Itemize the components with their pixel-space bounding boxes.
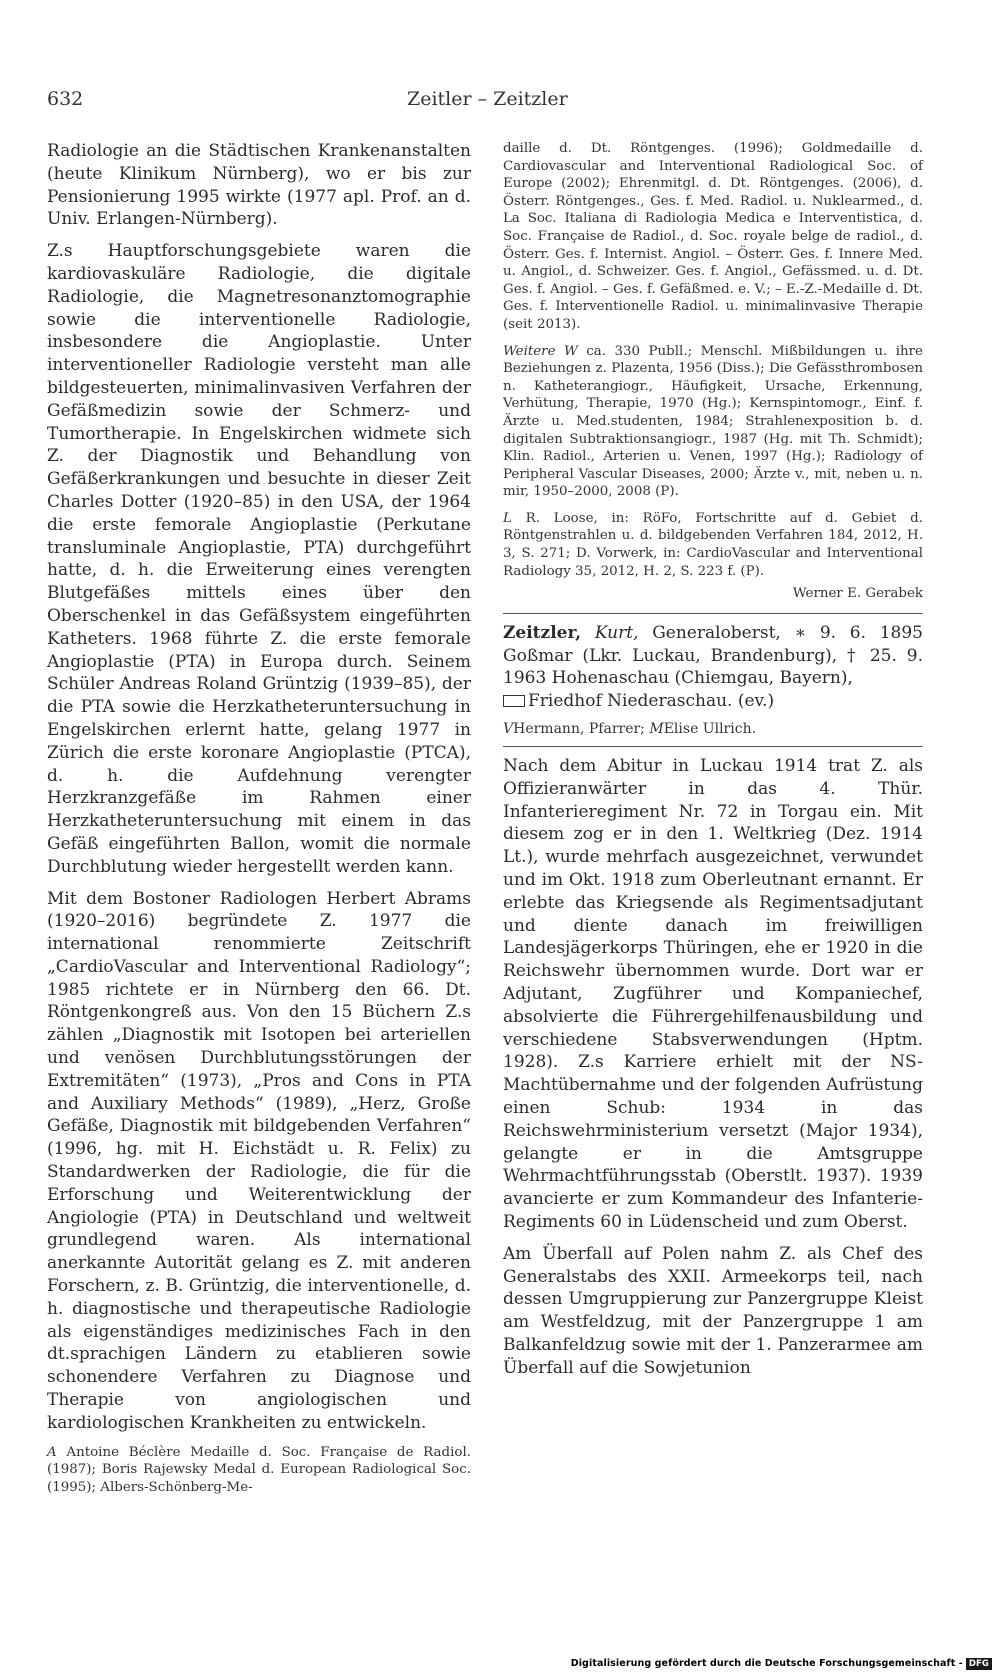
footer-text: Digitalisierung gefördert durch die Deutsche Forschungsgemeinschaft -: [570, 1658, 963, 1669]
parents-divider: [503, 746, 923, 747]
literature-label: L: [503, 510, 512, 526]
running-head: [47, 88, 923, 116]
entry-heading: [503, 622, 923, 713]
paragraph: Am Überfall auf Polen nahm Z. als Chef des Generalstabs des XXII. Armeekorps teil, nach dessen Umgruppierung zur Panzergruppe Kleist am Westfeldzug, mit der Panzergruppe 1 am Balkanfeldzug sowie mit der 1. Panzerarmee am Überfall auf die Sowjetunion: [503, 1243, 923, 1378]
paragraph: Radiologie an die Städtischen Krankenanstalten (heute Klinikum Nürnberg), wo er bis zur Pensionierung 1995 wirkte (1977 apl. Prof. an d. Univ. Erlangen-Nürnberg).: [47, 141, 471, 230]
works-section: [503, 343, 923, 501]
mother-label: M: [649, 721, 664, 738]
entry-divider: [503, 613, 923, 614]
literature-text: R. Loose, in: RöFo, Fortschritte auf d. Gebiet d. Röntgenstrahlen u. d. bildgebenden Verfahren 184, 2012, H. 3, S. 271; D. Vorwerk, in: CardioVascular and Interventional Radiology 35, 2012, H. 2, S. 223 f. (P).: [503, 510, 923, 579]
entry-dates: Generaloberst, ∗ 9. 6. 1895 Goßmar (Lkr. Luckau, Brandenburg), † 25. 9. 1963 Hohenaschau (Chiemgau, Bayern),: [503, 622, 923, 689]
awards-section: [47, 1444, 471, 1497]
paragraph: Mit dem Bostoner Radiologen Herbert Abrams (1920–2016) begründete Z. 1977 die international renommierte Zeitschrift „CardioVascular and Interventional Radiology“; 1985 richtete er in Nürnberg den 66. Dt. Röntgenkongreß aus. Von den 15 Büchern Z.s zählen „Diagnostik mit Isotopen bei arteriellen und venösen Durchblutungsstörungen der Extremitäten“ (1973), „Pros and Cons in PTA and Auxiliary Methods“ (1989), „Herz, Große Gefäße, Diagnostik mit bildgebenden Verfahren“ (1996, hg. mit H. Eichstädt u. R. Felix) zu Standardwerken der Radiologie, die für die Erforschung und Weiterentwicklung der Angiologie (PTA) in Deutschland und weltweit grundlegend waren. Als international anerkannte Autorität gelang es Z. mit anderen Forschern, z. B. Grüntzig, die interventionelle, d. h. diagnostische und therapeutische Radiologie als eigenständiges medizinisches Fach in den dt.sprachigen Ländern zu etablieren sowie schonendere Verfahren zu Diagnose und Therapie von angiologischen und kardiologischen Krankheiten zu entwickeln.: [47, 888, 471, 1433]
works-text: ca. 330 Publl.; Menschl. Mißbildungen u. ihre Beziehungen z. Plazenta, 1956 (Diss.); Die Gefässthrombosen n. Katheterangiogr., Häufigkeit, Ursache, Erkennung, Verhütung, Therapie, 1970 (Hg.); Kernspintomogr., Einf. f. Ärzte u. Med.studenten, 1984; Strahlenexposition b. d. digitalen Subtraktionsangiogr., 1987 (Hg. mit Th. Schmidt); Klin. Radiol., Arterien u. Venen, 1997 (Hg.); Radiology of Peripheral Vascular Diseases, 2000; Ärzte v., mit, neben u. n. mir, 1950–2000, 2008 (P).: [503, 343, 923, 500]
dfg-logo: DFG: [966, 1658, 992, 1670]
right-column: [503, 140, 923, 1389]
left-column: [47, 140, 471, 1505]
paragraph: Z.s Hauptforschungsgebiete waren die kardiovaskuläre Radiologie, die digitale Radiologie, die Magnetresonanztomographie sowie die interventionelle Radiologie, insbesondere die Angioplastie. Unter interventioneller Radiologie versteht man alle bildgesteuerten, minimalinvasiven Verfahren der Gefäßmedizin sowie der Schmerz- und Tumortherapie. In Engelskirchen widmete sich Z. der Diagnostik und Behandlung von Gefäßerkrankungen und besuchte in dieser Zeit Charles Dotter (1920–85) in den USA, der 1964 die erste femorale Angioplastie (Perkutane transluminale Angioplastie, PTA) durchgeführt hatte, d. h. die Erweiterung eines verengten Blutgefäßes mittels eines über den Oberschenkel in das Gefäßsystem eingeführten Katheters. 1968 führte Z. die erste femorale Angioplastie (PTA) in Europa durch. Seinem Schüler Andreas Roland Grüntzig (1939–85), der die PTA sowie die Herzkatheteruntersuchung in Engelskirchen erlernt hatte, gelang 1977 in Zürich die erste koronare Angioplastie (PTCA), d. h. die Aufdehnung verengter Herzkranzgefäße im Rahmen einer Herzkatheteruntersuchung mit einem in das Gefäß eingeführten Ballon, womit die normale Durchblutung wieder hergestellt werden kann.: [47, 241, 471, 877]
mother-text: Elise Ullrich.: [663, 721, 757, 738]
literature-section: [503, 510, 923, 580]
running-title: Zeitler – Zeitzler: [407, 88, 568, 110]
author-signature: Werner E. Gerabek: [792, 586, 923, 602]
entry-given-name: Kurt,: [594, 622, 639, 643]
awards-label: A: [47, 1444, 57, 1460]
awards-text: Antoine Béclère Medaille d. Soc. Française de Radiol. (1987); Boris Rajewsky Medal d. European Radiological Soc. (1995); Albers-Schönberg-Me-: [47, 1444, 471, 1495]
father-text: Hermann, Pfarrer;: [513, 721, 645, 738]
paragraph: Nach dem Abitur in Luckau 1914 trat Z. als Offizieranwärter in das 4. Thür. Infanterieregiment Nr. 72 in Torgau ein. Mit diesem zog er in den 1. Weltkrieg (Dez. 1914 Lt.), wurde mehrfach ausgezeichnet, verwundet und im Okt. 1918 zum Oberleutnant ernannt. Er erlebte das Kriegsende als Regimentsadjutant und diente danach im freiwilligen Landesjägerkorps Thüringen, ehe er 1920 in die Reichswehr übernommen wurde. Dort war er Adjutant, Zugführer und Kompaniechef, absolvierte die Führergehilfenausbildung und verschiedene Stabsverwendungen (Hptm. 1928). Z.s Karriere erhielt mit der NS-Machtübernahme und der folgenden Aufrüstung einen Schub: 1934 in das Reichswehrministerium versetzt (Major 1934), gelangte er in die Amtsgruppe Wehrmachtführungsstab (Oberstlt. 1937). 1939 avancierte er zum Kommandeur des Infanterie-Regiments 60 in Lüdenscheid und zum Oberst.: [503, 756, 923, 1232]
grave-icon: [503, 695, 525, 707]
parents-line: [503, 720, 923, 738]
works-label: Weitere W: [503, 343, 578, 359]
page-number: 632: [47, 88, 84, 110]
awards-continued: daille d. Dt. Röntgenges. (1996); Goldmedaille d. Cardiovascular and Interventional Radiological Soc. of Europe (2002); Ehrenmitgl. d. Dt. Röntgenges. (2006), d. Österr. Röntgenges., Ges. f. Med. Radiol. u. Nuklearmed., d. La Soc. Italiana di Radiologia Medica e Interventistica, d. Soc. Française de Radiol., d. Soc. royale belge de radiol., d. Österr. Ges. f. Internist. Angiol. – Österr. Ges. f. Innere Med. u. Angiol., d. Schweizer. Ges. f. Angiol., Gefässmed. u. d. Dt. Ges. f. Angiol. – Ges. f. Gefäßmed. e. V.; – E.-Z.-Medaille d. Dt. Ges. f. Interventionelle Radiol. u. minimalinvasive Therapie (seit 2013).: [503, 141, 923, 332]
father-label: V: [503, 721, 514, 738]
entry-name: Zeitzler,: [503, 622, 582, 643]
entry-burial: Friedhof Niederaschau. (ev.): [528, 691, 775, 712]
dfg-footer: [571, 1658, 992, 1670]
